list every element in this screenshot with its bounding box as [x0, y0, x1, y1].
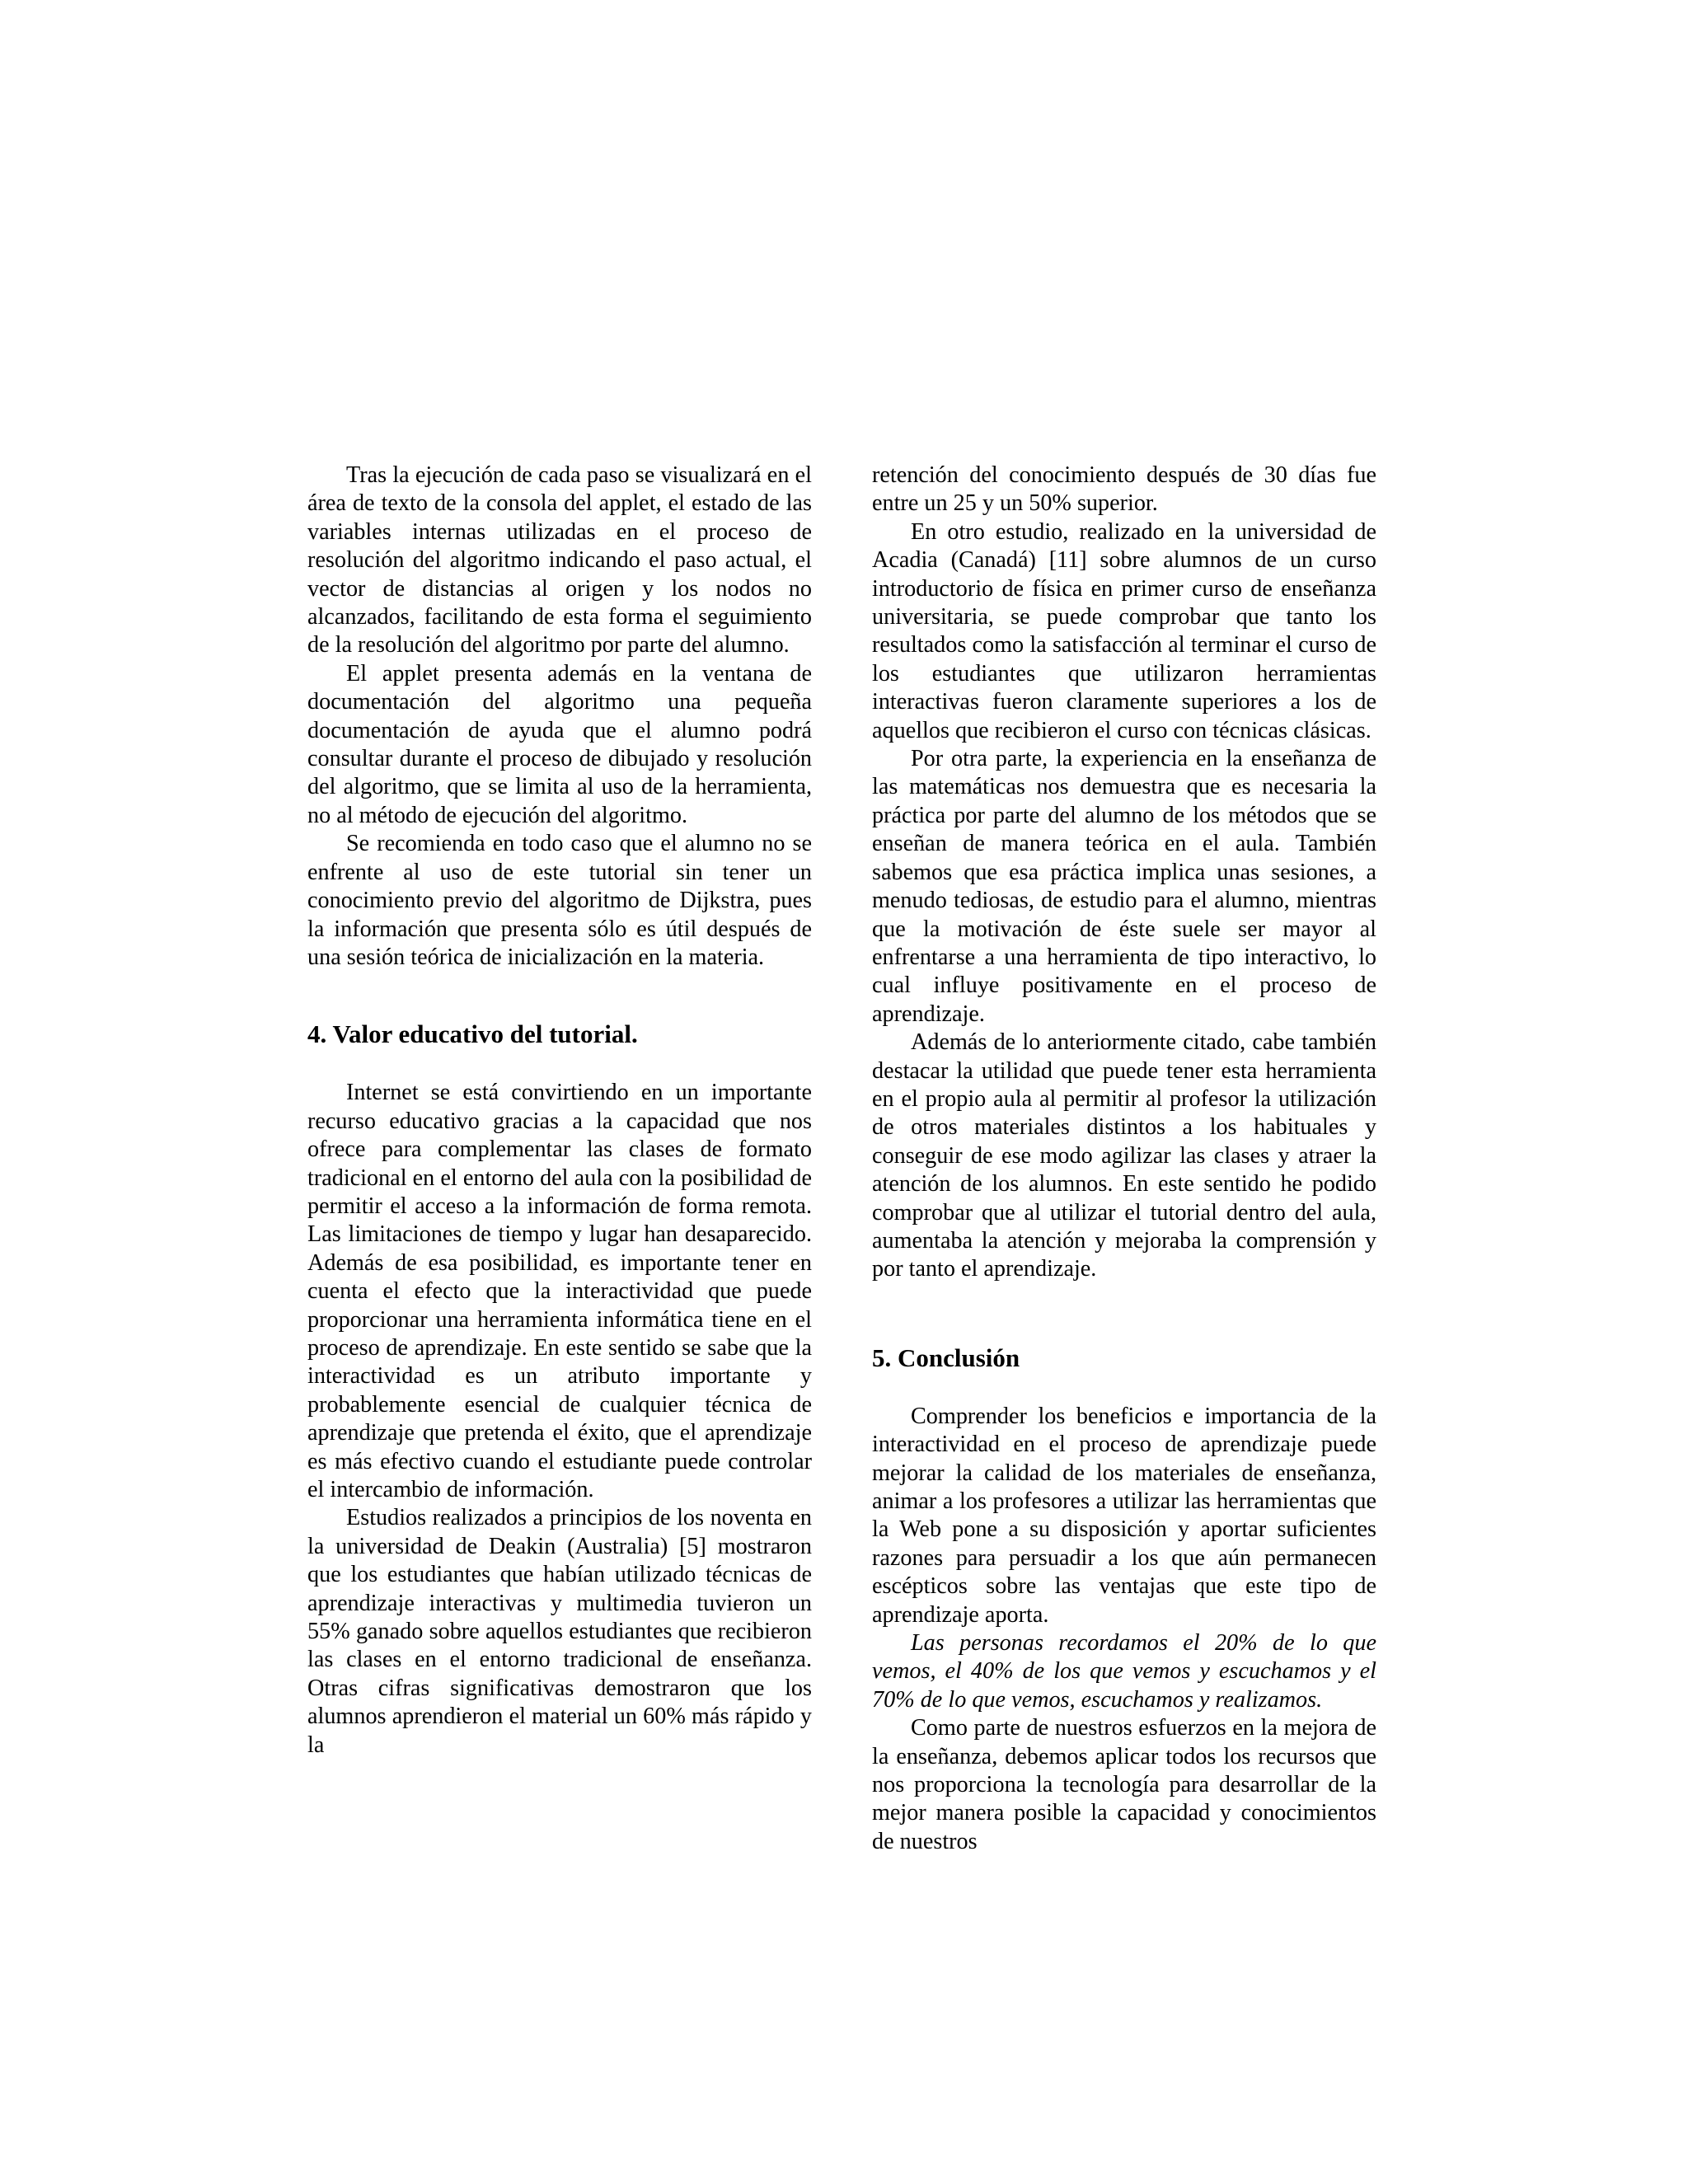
paragraph: En otro estudio, realizado en la universidad de Acadia (Canadá) [11] sobre alumnos de un curso introductorio de física en primer curso de enseñanza universitaria, se puede comprobar que tanto los resultados como la satisfacción al terminar el curso de los estudiantes que utilizaron herramientas interactivas fueron claramente superiores a los de aquellos que recibieron el curso con técnicas clásicas.	[872, 518, 1376, 743]
paragraph: Estudios realizados a principios de los noventa en la universidad de Deakin (Australia) [5] mostraron que los estudiantes que habían utilizado técnicas de aprendizaje interactivas y multimedia tuvieron un 55% ganado sobre aquellos estudiantes que recibieron las clases en el entorno tradicional de enseñanza. Otras cifras significativas demostraron que los alumnos aprendieron el material un 60% más rápido y la	[307, 1505, 812, 1758]
paragraph: Comprender los beneficios e importancia de la interactividad en el proceso de aprendizaje puede mejorar la calidad de los materiales de enseñanza, animar a los profesores a utilizar las herramientas que la Web pone a su disposición y aportar suficientes razones para persuadir a los que aún permanecen escépticos sobre las ventajas que este tipo de aprendizaje aporta.	[872, 1403, 1376, 1628]
paragraph: El applet presenta además en la ventana de documentación del algoritmo una pequeña documentación de ayuda que el alumno podrá consultar durante el proceso de dibujado y resolución del algoritmo, que se limita al uso de la herramienta, no al método de ejecución del algoritmo.	[307, 660, 812, 828]
section-heading-4: 4. Valor educativo del tutorial.	[307, 1019, 638, 1049]
paragraph: Además de lo anteriormente citado, cabe también destacar la utilidad que puede tener esta herramienta en el propio aula al permitir al profesor la utilización de otros materiales distintos a los habituales y conseguir de ese modo agilizar las clases y atraer la atención de los alumnos. En este sentido he podido comprobar que al utilizar el tutorial dentro del aula, aumentaba la atención y mejoraba la comprensión y por tanto el aprendizaje.	[872, 1029, 1376, 1282]
paragraph: Por otra parte, la experiencia en la enseñanza de las matemáticas nos demuestra que es necesaria la práctica por parte del alumno de los métodos que se enseñan de manera teórica en el aula. También sabemos que esa práctica implica unas sesiones, a menudo tediosas, de estudio para el alumno, mientras que la motivación de éste suele ser mayor al enfrentarse a una herramienta de tipo interactivo, lo cual influye positivamente en el proceso de aprendizaje.	[872, 746, 1376, 1027]
paragraph: Internet se está convirtiendo en un importante recurso educativo gracias a la capacidad que nos ofrece para complementar las clases de formato tradicional en el entorno del aula con la posibilidad de permitir el acceso a la información de forma remota. Las limitaciones de tiempo y lugar han desaparecido. Además de esa posibilidad, es importante tener en cuenta el efecto que la interactividad que puede proporcionar una herramienta informática tiene en el proceso de aprendizaje. En este sentido se sabe que la interactividad es un atributo importante y probablemente esencial de cualquier técnica de aprendizaje que pretenda el éxito, que el aprendizaje es más efectivo cuando el estudiante puede controlar el intercambio de información.	[307, 1080, 812, 1502]
right-column	[872, 462, 1376, 1856]
left-column	[307, 462, 812, 1760]
quote-paragraph: Las personas recordamos el 20% de lo que vemos, el 40% de los que vemos y escuchamos y el 70% de lo que vemos, escuchamos y realizamos.	[872, 1630, 1376, 1713]
paragraph-continuation: retención del conocimiento después de 30 días fue entre un 25 y un 50% superior.	[872, 462, 1376, 517]
paragraph: Como parte de nuestros esfuerzos en la mejora de la enseñanza, debemos aplicar todos los recursos que nos proporciona la tecnología para desarrollar de la mejor manera posible la capacidad y conocimientos de nuestros	[872, 1715, 1376, 1854]
section-heading-5: 5. Conclusión	[872, 1343, 1020, 1372]
paragraph: Se recomienda en todo caso que el alumno no se enfrente al uso de este tutorial sin tener un conocimiento previo del algoritmo de Dijkstra, pues la información que presenta sólo es útil después de una sesión teórica de inicialización en la materia.	[307, 831, 812, 970]
paragraph: Tras la ejecución de cada paso se visualizará en el área de texto de la consola del applet, el estado de las variables internas utilizadas en el proceso de resolución del algoritmo indicando el paso actual, el vector de distancias al origen y los nodos no alcanzados, facilitando de esta forma el seguimiento de la resolución del algoritmo por parte del alumno.	[307, 462, 812, 658]
